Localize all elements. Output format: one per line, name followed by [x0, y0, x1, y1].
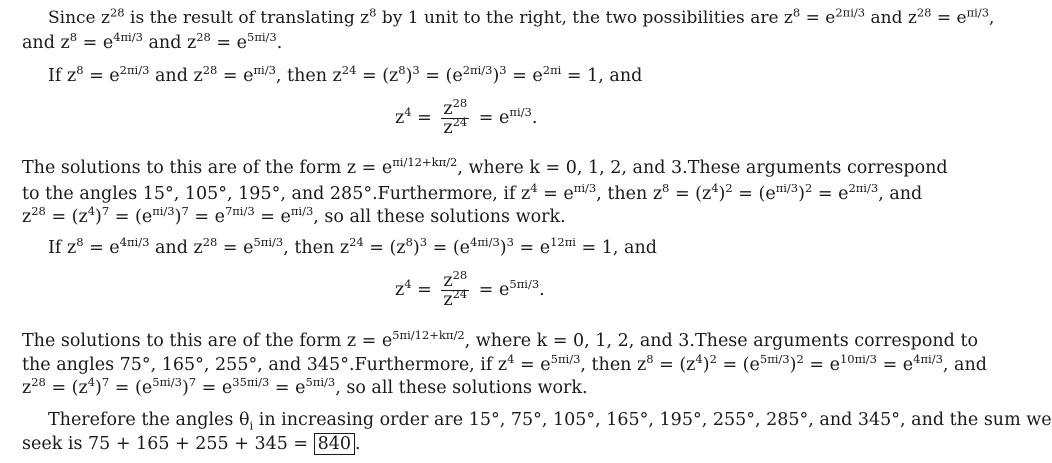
boxed-answer: 840: [314, 433, 355, 455]
solution-text-line: $z^{28} = (z^4)^7 = (e^{5\pi i/3})^7 = e^{35\pi i/3} = e^{5\pi i/3}$, so all these solutions work.: [22, 375, 588, 398]
case-1-heading: If $z^8 = e^{2\pi i/3}$ and $z^{28} = e^{\pi i/3}$, then $z^{24} = (z^8)^3 = (e^{2\pi i/3})^3 = e^{2\pi i} = 1$, and: [48, 63, 643, 86]
conclusion-line: Therefore the angles $\theta_i$ in increasing order are 15°, 75°, 105°, 165°, 195°, 255°, 285°, and 345°, and the sum we: [48, 410, 1052, 433]
solution-text-line: and $z^8 = e^{4\pi i/3}$ and $z^{28} = e^{5\pi i/3}$.: [22, 30, 283, 53]
conclusion-line: seek is 75 + 165 + 255 + 345 = 840 .: [22, 434, 361, 454]
display-equation-2: $z^4$ = $\frac{z^{28}}{z^{24}}$ = $e^{5\pi i/3}$.: [395, 268, 545, 310]
solution-text-line: The solutions to this are of the form $z = e^{5\pi i/12+k\pi/2}$, where k = 0, 1, 2, and 3. These arguments correspond to: [22, 328, 979, 351]
case-2-heading: If $z^8 = e^{4\pi i/3}$ and $z^{28} = e^{5\pi i/3}$, then $z^{24} = (z^8)^3 = (e^{4\pi i/3})^3 = e^{12\pi i} = 1$, and: [48, 235, 657, 258]
solution-text-line: to the angles 15°, 105°, 195°, and 285°. Furthermore, if $z^4 = e^{\pi i/3}$, then $z^8 = (z^4)^2 = (e^{\pi i/3})^2 = e^{2\pi i/3}$, and: [22, 181, 923, 204]
solution-text-line: Since $z^{28}$ is the result of translating $z^8$ by 1 unit to the right, the two possibilities are $z^8 = e^{2\pi i/3}$ and $z^{28} = e^{\pi i/3}$,: [48, 5, 995, 28]
solution-text-line: $z^{28} = (z^4)^7 = (e^{\pi i/3})^7 = e^{7\pi i/3} = e^{\pi i/3}$, so all these solutions work.: [22, 204, 566, 227]
solution-text-line: the angles 75°, 165°, 255°, and 345°. Furthermore, if $z^4 = e^{5\pi i/3}$, then $z^8 = (z^4)^2 = (e^{5\pi i/3})^2 = e^{10\pi i/3} = e^{4\pi i/3}$, and: [22, 352, 987, 375]
display-equation-1: $z^4$ = $\frac{z^{28}}{z^{24}}$ = $e^{\pi i/3}$.: [395, 96, 538, 138]
solution-text-line: The solutions to this are of the form $z = e^{\pi i/12+k\pi/2}$, where k = 0, 1, 2, and 3. These arguments correspond: [22, 155, 948, 178]
